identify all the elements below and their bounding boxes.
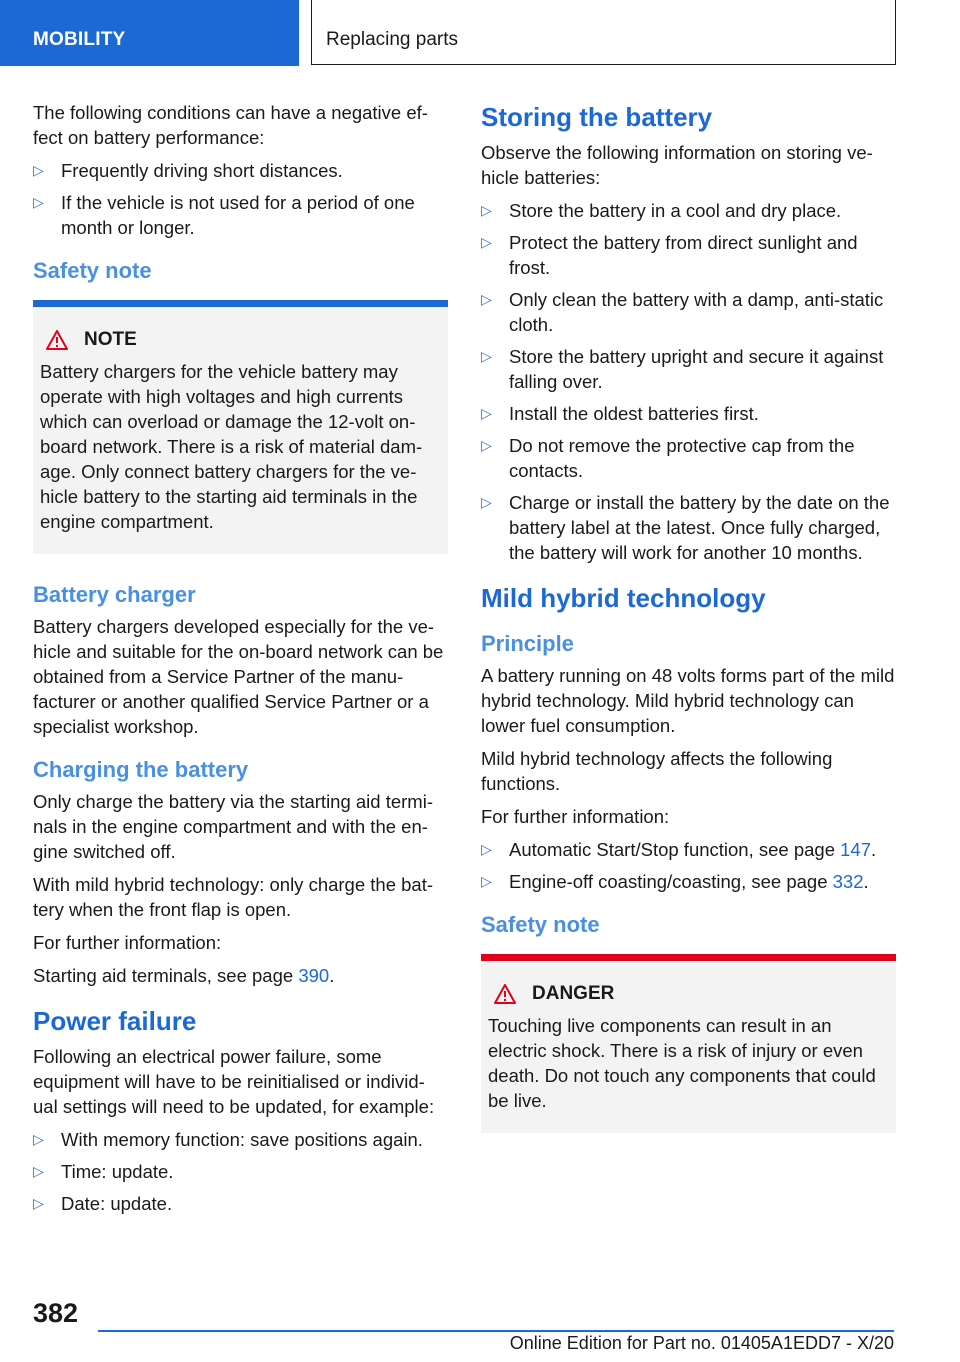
list-item: ▷ Store the battery upright and secure it against falling over.	[481, 346, 884, 392]
section-tab	[0, 0, 299, 66]
safety-note-heading-right: Safety note	[481, 912, 600, 937]
charging-text-1: Only charge the battery via the starting aid termi-nals in the engine compartment and with the en-gine switched off.	[33, 791, 433, 862]
triangle-bullet-icon: ▷	[481, 291, 492, 307]
list-item: ▷ Automatic Start/Stop function, see page 147.	[481, 839, 877, 860]
battery-charger-text: Battery chargers developed especially for the ve-hicle and suitable for the on-board network can be obtained from a Service Partner of the manu-facturer or another qualified Service Partner or a specialist workshop.	[33, 616, 444, 737]
triangle-bullet-icon: ▷	[481, 437, 492, 453]
danger-label: DANGER	[532, 983, 615, 1004]
reference-bullet-list	[481, 837, 896, 894]
charging-text-2: With mild hybrid technology: only charge the bat-tery when the front flap is open.	[33, 874, 434, 920]
section-label: MOBILITY	[33, 29, 126, 50]
mild-hybrid-heading: Mild hybrid technology	[481, 583, 766, 613]
list-item: ▷ If the vehicle is not used for a period of one month or longer.	[33, 192, 415, 238]
storing-bullet-list	[481, 198, 896, 565]
principle-text-2: Mild hybrid technology affects the following functions.	[481, 748, 833, 794]
edition-text: Online Edition for Part no. 01405A1EDD7 - X/20	[509, 1333, 894, 1353]
note-box	[33, 300, 448, 554]
page-link-332[interactable]: 332	[832, 871, 864, 892]
triangle-bullet-icon: ▷	[33, 1131, 44, 1147]
principle-text-1: A battery running on 48 volts forms part of the mild hybrid technology. Mild hybrid technology can lower fuel consumption.	[481, 665, 895, 736]
intro-bullet-list	[33, 158, 448, 240]
charging-battery-heading: Charging the battery	[33, 757, 249, 782]
note-text: Battery chargers for the vehicle battery may operate with high voltages and high currents which can overload or damage the 12-volt on-board network. There is a risk of material dam-age. Only connect battery chargers for the ve-hicle battery to the starting aid terminals in the engine compartment.	[40, 361, 423, 532]
list-item: ▷ Date: update.	[33, 1193, 173, 1214]
triangle-bullet-icon: ▷	[481, 202, 492, 218]
triangle-bullet-icon: ▷	[481, 494, 492, 510]
danger-title	[488, 983, 889, 1005]
danger-box	[481, 954, 896, 1133]
charging-reference: Starting aid terminals, see page 390.	[33, 965, 335, 986]
chapter-title-box	[311, 0, 896, 65]
warning-triangle-icon	[46, 330, 68, 350]
triangle-bullet-icon: ▷	[33, 1195, 44, 1211]
left-column	[33, 100, 448, 1224]
triangle-bullet-icon: ▷	[481, 234, 492, 250]
triangle-bullet-icon: ▷	[481, 841, 492, 857]
battery-charger-heading: Battery charger	[33, 582, 196, 607]
list-item: ▷ Do not remove the protective cap from the contacts.	[481, 435, 855, 481]
triangle-bullet-icon: ▷	[481, 348, 492, 364]
list-item: ▷ Engine-off coasting/coasting, see page 332.	[481, 871, 869, 892]
note-title	[40, 329, 441, 351]
principle-text-3: For further information:	[481, 806, 670, 827]
page-link-390[interactable]: 390	[298, 965, 330, 986]
right-column	[481, 100, 896, 1159]
storing-battery-text: Observe the following information on storing ve-hicle batteries:	[481, 142, 873, 188]
list-item: ▷ Protect the battery from direct sunlight and frost.	[481, 232, 858, 278]
page-header	[0, 0, 960, 66]
charging-text-3: For further information:	[33, 932, 222, 953]
list-item: ▷ Store the battery in a cool and dry place.	[481, 200, 842, 221]
power-failure-text: Following an electrical power failure, some equipment will have to be reinitialised or individ-ual settings will need to be updated, for example:	[33, 1046, 435, 1117]
page-number: 382	[33, 1298, 79, 1328]
intro-paragraph: The following conditions can have a negative ef-fect on battery performance:	[33, 102, 428, 148]
triangle-bullet-icon: ▷	[33, 194, 44, 210]
danger-text: Touching live components can result in an electric shock. There is a risk of injury or even death. Do not touch any components that could be live.	[488, 1015, 876, 1111]
list-item: ▷ Only clean the battery with a damp, anti-static cloth.	[481, 289, 884, 335]
safety-note-heading: Safety note	[33, 258, 152, 283]
storing-battery-heading: Storing the battery	[481, 102, 713, 132]
triangle-bullet-icon: ▷	[33, 162, 44, 178]
triangle-bullet-icon: ▷	[481, 873, 492, 889]
footer-divider	[98, 1330, 894, 1332]
triangle-bullet-icon: ▷	[481, 405, 492, 421]
power-failure-heading: Power failure	[33, 1006, 197, 1036]
warning-triangle-icon	[494, 984, 516, 1004]
principle-heading: Principle	[481, 631, 574, 656]
triangle-bullet-icon: ▷	[33, 1163, 44, 1179]
list-item: ▷ Install the oldest batteries first.	[481, 403, 759, 424]
power-failure-bullet-list	[33, 1127, 448, 1216]
list-item: ▷ With memory function: save positions again.	[33, 1129, 423, 1150]
list-item: ▷ Time: update.	[33, 1161, 174, 1182]
list-item: ▷ Charge or install the battery by the date on the battery label at the latest. Once fully charged, the battery will work for another 10 months.	[481, 492, 890, 563]
chapter-title: Replacing parts	[326, 29, 459, 50]
list-item: ▷ Frequently driving short distances.	[33, 160, 343, 181]
page-link-147[interactable]: 147	[840, 839, 872, 860]
note-label: NOTE	[84, 329, 137, 350]
